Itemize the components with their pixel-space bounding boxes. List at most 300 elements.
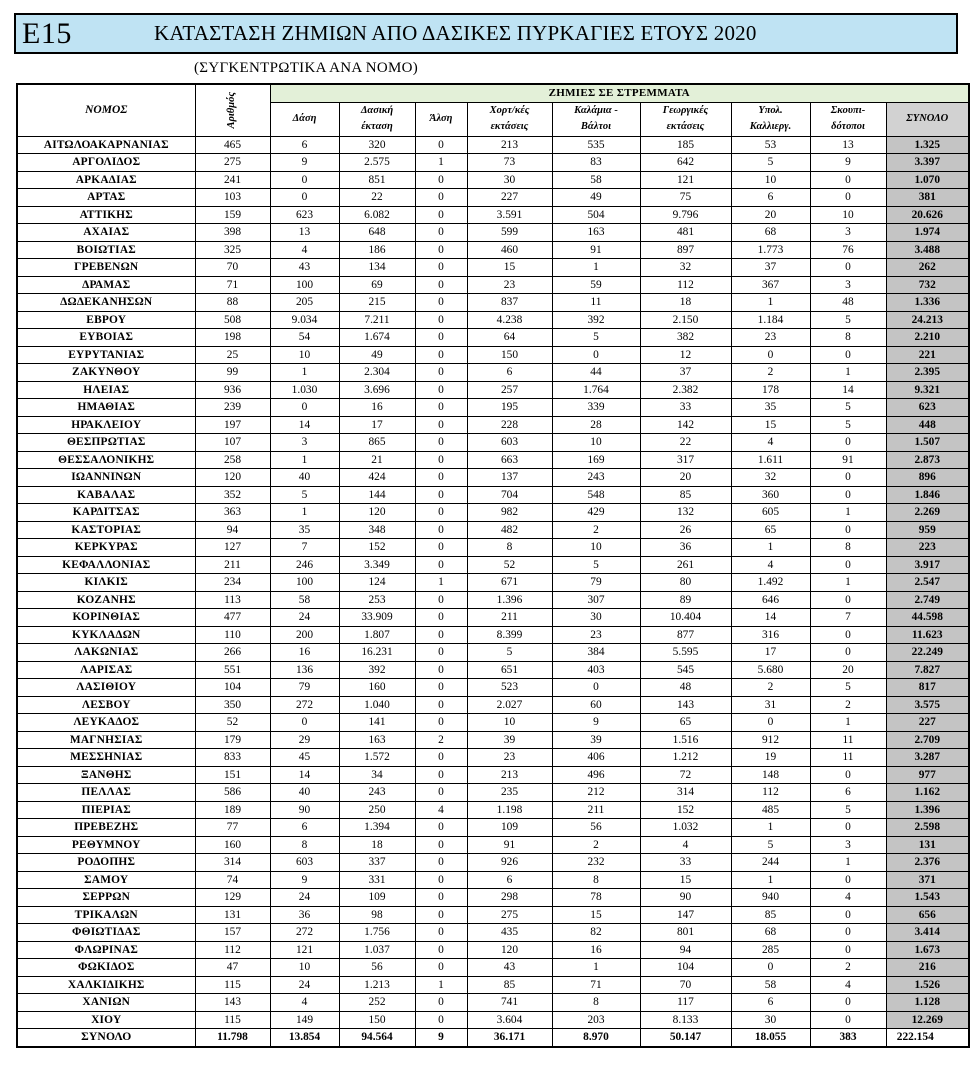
- cell-value: 103: [195, 189, 270, 207]
- cell-value: 0: [415, 959, 467, 977]
- cell-value: 8.399: [467, 626, 552, 644]
- cell-value: 1: [810, 714, 886, 732]
- cell-value: 865: [339, 434, 415, 452]
- cell-value: 348: [339, 521, 415, 539]
- cell-value: 8: [270, 836, 339, 854]
- cell-nomos: ΚΟΡΙΝΘΙΑΣ: [17, 609, 195, 627]
- cell-value: 0: [415, 206, 467, 224]
- cell-synolo: 216: [886, 959, 969, 977]
- cell-synolo: 227: [886, 714, 969, 732]
- cell-value: 258: [195, 451, 270, 469]
- table-row: [17, 994, 969, 1012]
- cell-value: 13: [270, 224, 339, 242]
- cell-value: 112: [731, 784, 810, 802]
- cell-value: 10: [731, 171, 810, 189]
- cell-value: 7: [810, 609, 886, 627]
- table-row: [17, 889, 969, 907]
- cell-value: 9: [270, 154, 339, 172]
- cell-value: 0: [415, 416, 467, 434]
- cell-value: 253: [339, 591, 415, 609]
- cell-nomos: ΚΥΚΛΑΔΩΝ: [17, 626, 195, 644]
- cell-value: 424: [339, 469, 415, 487]
- cell-value: 0: [415, 276, 467, 294]
- cell-value: 76: [810, 241, 886, 259]
- group-header-damages: ΖΗΜΙΕΣ ΣΕ ΣΤΡΕΜΜΑΤΑ: [270, 84, 969, 102]
- cell-value: 48: [640, 679, 731, 697]
- cell-value: 1.032: [640, 819, 731, 837]
- cell-value: 85: [640, 486, 731, 504]
- cell-value: 5: [810, 399, 886, 417]
- cell-value: 203: [552, 1011, 640, 1029]
- cell-value: 90: [640, 889, 731, 907]
- cell-value: 147: [640, 906, 731, 924]
- cell-value: 39: [552, 731, 640, 749]
- cell-synolo: 1.846: [886, 486, 969, 504]
- cell-value: 18: [640, 294, 731, 312]
- cell-value: 0: [810, 259, 886, 277]
- cell-value: 120: [467, 941, 552, 959]
- cell-value: 1.674: [339, 329, 415, 347]
- cell-value: 0: [415, 871, 467, 889]
- column-header-georgikes: Γεωργικές εκτάσεις: [640, 102, 731, 136]
- table-row: [17, 696, 969, 714]
- cell-nomos: ΕΥΡΥΤΑΝΙΑΣ: [17, 346, 195, 364]
- cell-value: 0: [415, 626, 467, 644]
- cell-value: 10: [552, 434, 640, 452]
- cell-nomos: ΔΩΔΕΚΑΝΗΣΩΝ: [17, 294, 195, 312]
- cell-value: 1.184: [731, 311, 810, 329]
- cell-value: 30: [552, 609, 640, 627]
- cell-value: 80: [640, 574, 731, 592]
- cell-value: 5: [810, 679, 886, 697]
- cell-value: 85: [467, 976, 552, 994]
- cell-value: 2: [731, 364, 810, 382]
- cell-value: 603: [467, 434, 552, 452]
- cell-value: 98: [339, 906, 415, 924]
- cell-nomos: ΛΕΣΒΟΥ: [17, 696, 195, 714]
- cell-value: 132: [640, 504, 731, 522]
- cell-value: 0: [415, 941, 467, 959]
- cell-synolo: 9.321: [886, 381, 969, 399]
- cell-value: 360: [731, 486, 810, 504]
- cell-value: 2: [552, 521, 640, 539]
- cell-synolo: 3.397: [886, 154, 969, 172]
- cell-value: 9.034: [270, 311, 339, 329]
- cell-synolo: 3.287: [886, 749, 969, 767]
- cell-value: 110: [195, 626, 270, 644]
- table-body: [17, 136, 969, 1047]
- cell-value: 120: [339, 504, 415, 522]
- cell-value: 53: [731, 136, 810, 154]
- cell-value: 0: [810, 941, 886, 959]
- cell-value: 5: [810, 311, 886, 329]
- cell-value: 250: [339, 801, 415, 819]
- cell-value: 3: [270, 434, 339, 452]
- cell-value: 1.807: [339, 626, 415, 644]
- cell-nomos: ΜΕΣΣΗΝΙΑΣ: [17, 749, 195, 767]
- cell-synolo: 7.827: [886, 661, 969, 679]
- table-row: [17, 241, 969, 259]
- cell-synolo: 2.598: [886, 819, 969, 837]
- cell-value: 496: [552, 766, 640, 784]
- table-row: [17, 784, 969, 802]
- cell-value: 982: [467, 504, 552, 522]
- cell-value: 152: [339, 539, 415, 557]
- cell-value: 124: [339, 574, 415, 592]
- cell-value: 36: [640, 539, 731, 557]
- cell-value: 0: [415, 381, 467, 399]
- cell-value: 144: [339, 486, 415, 504]
- cell-synolo: 1.543: [886, 889, 969, 907]
- column-header-ypoleimmata: Υπολ. Καλλιεργ.: [731, 102, 810, 136]
- cell-value: 0: [415, 679, 467, 697]
- cell-value: 648: [339, 224, 415, 242]
- cell-value: 9: [810, 154, 886, 172]
- cell-value: 317: [640, 451, 731, 469]
- cell-value: 8: [552, 994, 640, 1012]
- cell-value: 0: [810, 819, 886, 837]
- cell-synolo: 656: [886, 906, 969, 924]
- cell-value: 2: [810, 696, 886, 714]
- cell-value: 40: [270, 784, 339, 802]
- cell-nomos: ΑΤΤΙΚΗΣ: [17, 206, 195, 224]
- cell-value: 11: [810, 731, 886, 749]
- cell-value: 185: [640, 136, 731, 154]
- table-row: [17, 154, 969, 172]
- table-row: [17, 224, 969, 242]
- cell-value: 17: [731, 644, 810, 662]
- cell-nomos: ΦΘΙΩΤΙΔΑΣ: [17, 924, 195, 942]
- cell-nomos: ΦΛΩΡΙΝΑΣ: [17, 941, 195, 959]
- cell-value: 4.238: [467, 311, 552, 329]
- cell-value: 243: [339, 784, 415, 802]
- cell-nomos: ΕΒΡΟΥ: [17, 311, 195, 329]
- cell-value: 0: [415, 224, 467, 242]
- cell-nomos: ΚΑΒΑΛΑΣ: [17, 486, 195, 504]
- cell-value: 1: [731, 871, 810, 889]
- cell-value: 14: [270, 416, 339, 434]
- cell-value: 24: [270, 889, 339, 907]
- cell-nomos: ΠΙΕΡΙΑΣ: [17, 801, 195, 819]
- cell-value: 65: [640, 714, 731, 732]
- cell-nomos: ΣΕΡΡΩΝ: [17, 889, 195, 907]
- cell-value: 0: [810, 469, 886, 487]
- cell-value: 272: [270, 924, 339, 942]
- cell-value: 352: [195, 486, 270, 504]
- cell-value: 33: [640, 399, 731, 417]
- cell-value: 169: [552, 451, 640, 469]
- cell-value: 0: [270, 399, 339, 417]
- cell-value: 56: [339, 959, 415, 977]
- cell-value: 837: [467, 294, 552, 312]
- cell-value: 337: [339, 854, 415, 872]
- cell-value: 307: [552, 591, 640, 609]
- cell-value: 152: [640, 801, 731, 819]
- cell-value: 0: [415, 399, 467, 417]
- cell-value: 58: [731, 976, 810, 994]
- cell-value: 1: [415, 574, 467, 592]
- cell-value: 285: [731, 941, 810, 959]
- table-row: [17, 661, 969, 679]
- cell-nomos: ΔΡΑΜΑΣ: [17, 276, 195, 294]
- cell-nomos: ΣΑΜΟΥ: [17, 871, 195, 889]
- cell-value: 45: [270, 749, 339, 767]
- cell-value: 0: [415, 661, 467, 679]
- cell-value: 0: [415, 329, 467, 347]
- cell-value: 9: [552, 714, 640, 732]
- cell-value: 113: [195, 591, 270, 609]
- table-row: [17, 399, 969, 417]
- cell-value: 211: [467, 609, 552, 627]
- cell-value: 0: [415, 486, 467, 504]
- table-code: E15: [22, 16, 72, 50]
- cell-value: 234: [195, 574, 270, 592]
- cell-value: 21: [339, 451, 415, 469]
- table-row: [17, 959, 969, 977]
- cell-value: 0: [731, 346, 810, 364]
- cell-value: 6: [810, 784, 886, 802]
- cell-value: 0: [415, 469, 467, 487]
- cell-value: 0: [810, 591, 886, 609]
- cell-value: 10: [552, 539, 640, 557]
- cell-value: 13: [810, 136, 886, 154]
- cell-value: 1.756: [339, 924, 415, 942]
- cell-value: 523: [467, 679, 552, 697]
- cell-value: 275: [467, 906, 552, 924]
- cell-value: 8: [810, 539, 886, 557]
- cell-value: 70: [640, 976, 731, 994]
- cell-value: 0: [415, 556, 467, 574]
- cell-nomos: ΧΑΛΚΙΔΙΚΗΣ: [17, 976, 195, 994]
- cell-nomos: ΗΡΑΚΛΕΙΟΥ: [17, 416, 195, 434]
- cell-value: 52: [195, 714, 270, 732]
- cell-value: 160: [339, 679, 415, 697]
- cell-value: 79: [552, 574, 640, 592]
- cell-value: 16: [270, 644, 339, 662]
- cell-value: 30: [467, 171, 552, 189]
- cell-synolo: 20.626: [886, 206, 969, 224]
- cell-synolo: 24.213: [886, 311, 969, 329]
- cell-value: 26: [640, 521, 731, 539]
- cell-value: 150: [339, 1011, 415, 1029]
- cell-value: 143: [195, 994, 270, 1012]
- cell-value: 43: [467, 959, 552, 977]
- cell-nomos: ΒΟΙΩΤΙΑΣ: [17, 241, 195, 259]
- cell-synolo: 131: [886, 836, 969, 854]
- cell-value: 64: [467, 329, 552, 347]
- cell-nomos: ΙΩΑΝΝΙΝΩΝ: [17, 469, 195, 487]
- cell-value: 241: [195, 171, 270, 189]
- cell-value: 605: [731, 504, 810, 522]
- cell-value: 1.572: [339, 749, 415, 767]
- cell-nomos: ΜΑΓΝΗΣΙΑΣ: [17, 731, 195, 749]
- cell-value: 22: [640, 434, 731, 452]
- table-row: [17, 486, 969, 504]
- cell-value: 0: [415, 906, 467, 924]
- cell-value: 0: [810, 556, 886, 574]
- cell-synolo: 371: [886, 871, 969, 889]
- cell-value: 1.516: [640, 731, 731, 749]
- cell-synolo: 623: [886, 399, 969, 417]
- table-row: [17, 539, 969, 557]
- cell-value: 0: [415, 504, 467, 522]
- cell-value: 1.773: [731, 241, 810, 259]
- cell-value: 0: [415, 259, 467, 277]
- cell-value: 24: [270, 976, 339, 994]
- cell-nomos: ΑΙΤΩΛΟΑΚΑΡΝΑΝΙΑΣ: [17, 136, 195, 154]
- cell-value: 1: [552, 259, 640, 277]
- cell-value: 6: [731, 994, 810, 1012]
- cell-value: 6: [467, 364, 552, 382]
- cell-value: 35: [731, 399, 810, 417]
- cell-value: 477: [195, 609, 270, 627]
- cell-value: 4: [810, 889, 886, 907]
- cell-value: 3.591: [467, 206, 552, 224]
- cell-nomos: ΦΩΚΙΔΟΣ: [17, 959, 195, 977]
- cell-value: 5: [552, 556, 640, 574]
- cell-value: 4: [810, 976, 886, 994]
- cell-value: 213: [467, 766, 552, 784]
- cell-value: 23: [731, 329, 810, 347]
- cell-value: 39: [467, 731, 552, 749]
- cell-value: 149: [270, 1011, 339, 1029]
- cell-value: 663: [467, 451, 552, 469]
- table-row: [17, 714, 969, 732]
- cell-value: 43: [270, 259, 339, 277]
- cell-value: 252: [339, 994, 415, 1012]
- cell-value: 1.764: [552, 381, 640, 399]
- cell-value: 0: [415, 241, 467, 259]
- cell-value: 142: [640, 416, 731, 434]
- cell-value: 200: [270, 626, 339, 644]
- cell-nomos: ΤΡΙΚΑΛΩΝ: [17, 906, 195, 924]
- cell-value: 10.404: [640, 609, 731, 627]
- cell-value: 367: [731, 276, 810, 294]
- cell-value: 189: [195, 801, 270, 819]
- cell-value: 0: [270, 714, 339, 732]
- cell-value: 261: [640, 556, 731, 574]
- cell-value: 14: [731, 609, 810, 627]
- cell-value: 18: [339, 836, 415, 854]
- total-row: [17, 1029, 969, 1047]
- cell-value: 2: [415, 731, 467, 749]
- cell-value: 642: [640, 154, 731, 172]
- cell-value: 671: [467, 574, 552, 592]
- cell-value: 34: [339, 766, 415, 784]
- cell-nomos: ΠΕΛΛΑΣ: [17, 784, 195, 802]
- cell-value: 6: [467, 871, 552, 889]
- cell-synolo: 3.575: [886, 696, 969, 714]
- cell-value: 1: [731, 819, 810, 837]
- cell-value: 215: [339, 294, 415, 312]
- cell-value: 29: [270, 731, 339, 749]
- cell-value: 331: [339, 871, 415, 889]
- cell-value: 109: [339, 889, 415, 907]
- cell-value: 0: [415, 591, 467, 609]
- cell-value: 32: [640, 259, 731, 277]
- table-row: [17, 976, 969, 994]
- cell-synolo: 44.598: [886, 609, 969, 627]
- cell-value: 5: [552, 329, 640, 347]
- table-row: [17, 1011, 969, 1029]
- cell-synolo: 896: [886, 469, 969, 487]
- cell-value: 104: [195, 679, 270, 697]
- cell-value: 235: [467, 784, 552, 802]
- cell-value: 1: [810, 574, 886, 592]
- cell-value: 163: [339, 731, 415, 749]
- cell-synolo: 1.128: [886, 994, 969, 1012]
- cell-value: 15: [640, 871, 731, 889]
- cell-value: 403: [552, 661, 640, 679]
- cell-value: 741: [467, 994, 552, 1012]
- cell-value: 10: [810, 206, 886, 224]
- cell-value: 0: [415, 189, 467, 207]
- cell-nomos: ΚΙΛΚΙΣ: [17, 574, 195, 592]
- cell-value: 4: [731, 556, 810, 574]
- table-row: [17, 521, 969, 539]
- cell-value: 465: [195, 136, 270, 154]
- cell-nomos: ΛΕΥΚΑΔΟΣ: [17, 714, 195, 732]
- cell-value: 3.696: [339, 381, 415, 399]
- cell-value: 2.575: [339, 154, 415, 172]
- cell-value: 52: [467, 556, 552, 574]
- cell-synolo: 2.269: [886, 504, 969, 522]
- cell-value: 586: [195, 784, 270, 802]
- cell-value: 40: [270, 469, 339, 487]
- cell-value: 14: [270, 766, 339, 784]
- table-row: [17, 294, 969, 312]
- cell-value: 11: [552, 294, 640, 312]
- cell-value: 406: [552, 749, 640, 767]
- cell-nomos: ΚΑΣΤΟΡΙΑΣ: [17, 521, 195, 539]
- cell-nomos: ΚΑΡΔΙΤΣΑΣ: [17, 504, 195, 522]
- cell-value: 228: [467, 416, 552, 434]
- cell-value: 382: [640, 329, 731, 347]
- cell-value: 0: [415, 171, 467, 189]
- cell-value: 0: [810, 171, 886, 189]
- cell-synolo: 381: [886, 189, 969, 207]
- cell-value: 12: [640, 346, 731, 364]
- cell-value: 198: [195, 329, 270, 347]
- table-row: [17, 346, 969, 364]
- cell-value: 137: [467, 469, 552, 487]
- cell-value: 77: [195, 819, 270, 837]
- cell-value: 912: [731, 731, 810, 749]
- cell-value: 0: [415, 749, 467, 767]
- cell-value: 0: [415, 994, 467, 1012]
- cell-synolo: 1.325: [886, 136, 969, 154]
- cell-value: 4: [270, 994, 339, 1012]
- cell-value: 384: [552, 644, 640, 662]
- cell-value: 623: [270, 206, 339, 224]
- cell-value: 4: [640, 836, 731, 854]
- cell-value: 0: [415, 854, 467, 872]
- cell-value: 6: [731, 189, 810, 207]
- table-row: [17, 906, 969, 924]
- cell-value: 211: [195, 556, 270, 574]
- cell-synolo: 448: [886, 416, 969, 434]
- cell-value: 339: [552, 399, 640, 417]
- cell-value: 136: [270, 661, 339, 679]
- cell-value: 205: [270, 294, 339, 312]
- cell-value: 127: [195, 539, 270, 557]
- cell-value: 0: [415, 696, 467, 714]
- cell-value: 71: [195, 276, 270, 294]
- cell-value: 79: [270, 679, 339, 697]
- column-header-kalamia-valtoi: Καλάμια - Βάλτοι: [552, 102, 640, 136]
- cell-value: 8: [810, 329, 886, 347]
- cell-value: 82: [552, 924, 640, 942]
